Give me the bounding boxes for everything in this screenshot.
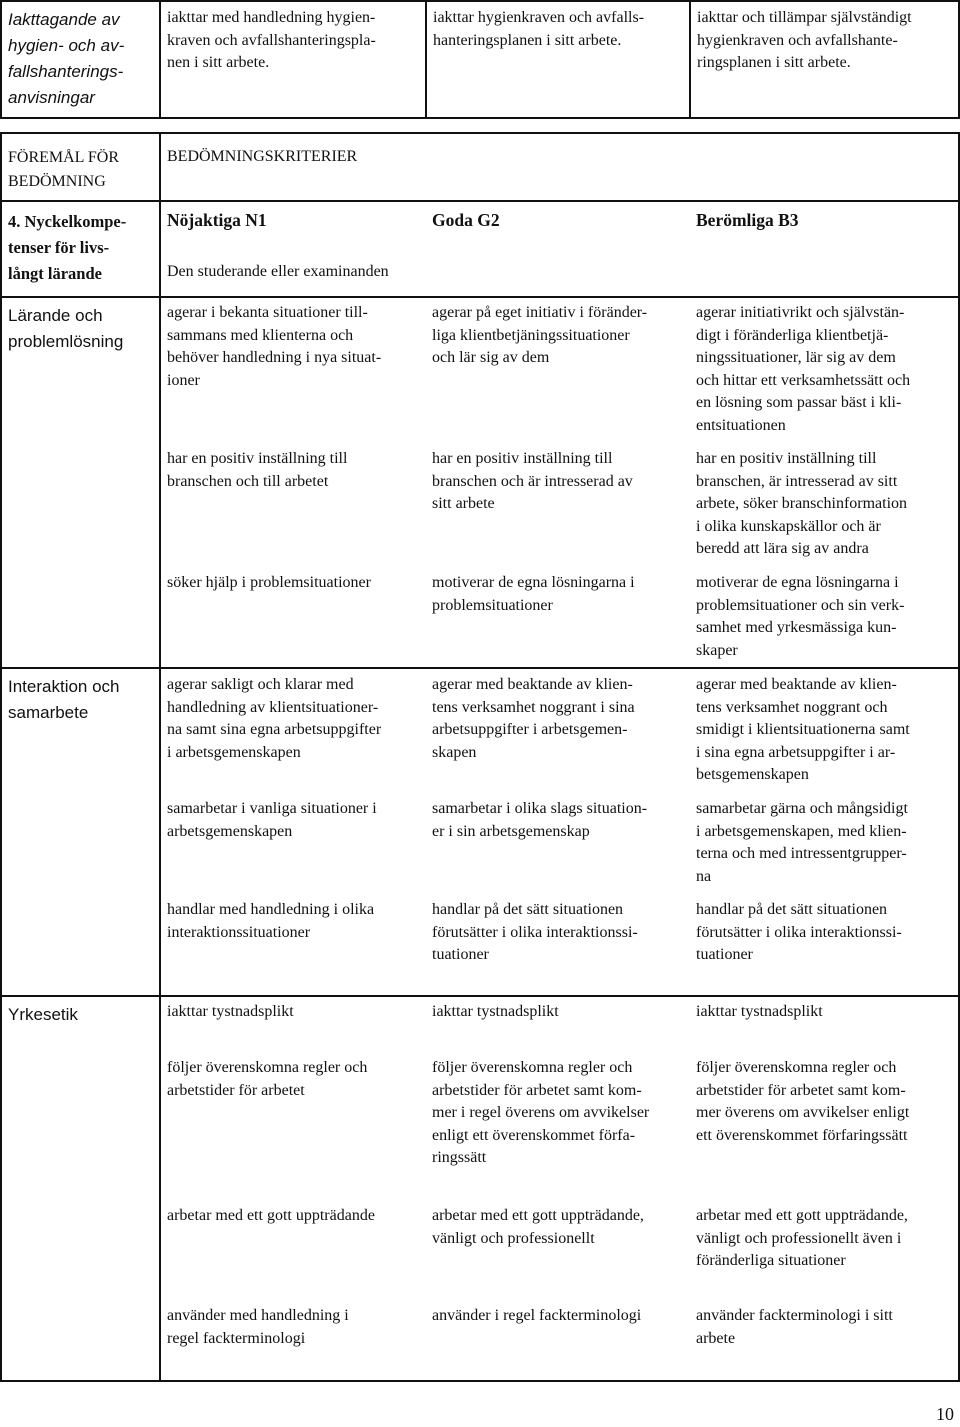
- object-label: FÖREMÅL FÖR BEDÖMNING: [8, 149, 119, 190]
- criterion-b3: iakttar tystnadsplikt: [696, 1003, 823, 1020]
- criterion-g2: iakttar tystnadsplikt: [432, 1003, 559, 1020]
- section-title: 4. Nyckelkompe- tenser för livs- långt lärande: [8, 212, 127, 283]
- criterion-b3: samarbetar gärna och mångsidigt i arbetsgemenskapen, med klien- terna och med intressentgrupper- na: [696, 800, 908, 885]
- level-n1: Nöjaktiga N1: [167, 210, 267, 230]
- criterion-g2: agerar på eget initiativ i föränder- liga klientbetjäningssituationer och lär sig av dem: [432, 304, 648, 366]
- hygiene-label: Iakttagande av hygien- och av- fallshanterings- anvisningar: [8, 10, 125, 107]
- criterion-b3: följer överenskomna regler och arbetstider för arbetet samt kom- mer överens om avvikelser enligt ett överenskommet förfaringssätt: [696, 1059, 910, 1144]
- criterion-n1: har en positiv inställning till branschen och till arbetet: [167, 450, 348, 490]
- section-label-cell: [1, 668, 160, 996]
- criteria-header-cell: [160, 133, 959, 201]
- levels-cell: [160, 201, 959, 297]
- criterion-b3: använder fackterminologi i sitt arbete: [696, 1307, 893, 1347]
- object-header-cell: [1, 133, 160, 201]
- criterion-b3: agerar initiativrikt och självstän- digt i föränderliga klientbetjä- ningssituationer, lär sig av dem och hittar ett verksamhetssätt och en lösning som passar bäst i kli- entsituationen: [696, 304, 911, 434]
- criterion-n1: arbetar med ett gott uppträdande: [167, 1207, 375, 1224]
- hygiene-criteria-table: [0, 0, 960, 119]
- criterion-n1: samarbetar i vanliga situationer i arbetsgemenskapen: [167, 800, 377, 840]
- hygiene-label-cell: [1, 1, 160, 118]
- criterion-n1: söker hjälp i problemsituationer: [167, 574, 371, 591]
- section-label: Yrkesetik: [8, 1005, 78, 1024]
- criterion-n1: agerar sakligt och klarar med handledning av klientsituationer- na samt sina egna arbetsuppgifter i arbetsgemenskapen: [167, 676, 382, 761]
- hygiene-n1-cell: [160, 1, 426, 118]
- criterion-g2: motiverar de egna lösningarna i problemsituationer: [432, 574, 635, 614]
- hygiene-g2-cell: [426, 1, 690, 118]
- section-criteria-cell: [160, 668, 959, 996]
- section-label: Lärande och problemlösning: [8, 306, 124, 351]
- section-title-cell: [1, 201, 160, 297]
- criterion-g2: har en positiv inställning till branschen och är intresserad av sitt arbete: [432, 450, 633, 512]
- criterion-g2: samarbetar i olika slags situation- er i sin arbetsgemenskap: [432, 800, 648, 840]
- section-label-cell: [1, 996, 160, 1381]
- section-criteria-cell: [160, 297, 959, 668]
- criterion-g2: använder i regel fackterminologi: [432, 1307, 642, 1324]
- criterion-g2: arbetar med ett gott uppträdande, vänligt och professionellt: [432, 1207, 644, 1247]
- criterion-g2: agerar med beaktande av klien- tens verksamhet noggrant i sina arbetsuppgifter i arbetsgemen- skapen: [432, 676, 635, 761]
- criterion-n1: handlar med handledning i olika interaktionssituationer: [167, 901, 375, 941]
- level-g2: Goda G2: [432, 210, 500, 230]
- section-label-cell: [1, 297, 160, 668]
- section-criteria-cell: [160, 996, 959, 1381]
- criterion-n1: agerar i bekanta situationer till- sammans med klienterna och behöver handledning i nya situat- ioner: [167, 304, 382, 389]
- criterion-b3: handlar på det sätt situationen förutsätter i olika interaktionssi- tuationer: [696, 901, 902, 963]
- level-b3: Berömliga B3: [696, 210, 799, 230]
- hygiene-b3-text: iakttar och tillämpar självständigt hygienkraven och avfallshante- ringsplanen i sitt arbete.: [697, 9, 912, 71]
- criterion-b3: motiverar de egna lösningarna i problemsituationer och sin verk- samhet med yrkesmässiga kun- skaper: [696, 574, 905, 659]
- criterion-n1: följer överenskomna regler och arbetstider för arbetet: [167, 1059, 368, 1099]
- criterion-b3: agerar med beaktande av klien- tens verksamhet noggrant och smidigt i klientsituationerna samt i sina egna arbetsuppgifter i ar- betsgemenskapen: [696, 676, 910, 783]
- section-label: Interaktion och samarbete: [8, 677, 120, 722]
- criterion-g2: handlar på det sätt situationen förutsätter i olika interaktionssi- tuationer: [432, 901, 638, 963]
- criterion-b3: har en positiv inställning till branschen, är intresserad av sitt arbete, söker branschinformation i olika kunskapskällor och är beredd att lära sig av andra: [696, 450, 908, 557]
- hygiene-b3-cell: [690, 1, 959, 118]
- criteria-label: BEDÖMNINGSKRITERIER: [167, 148, 358, 165]
- criterion-n1: iakttar tystnadsplikt: [167, 1003, 294, 1020]
- criterion-g2: följer överenskomna regler och arbetstider för arbetet samt kom- mer i regel överens om avvikelser enligt ett överenskommet förfa- ringssätt: [432, 1059, 650, 1166]
- subject-line: Den studerande eller examinanden: [167, 263, 389, 280]
- hygiene-g2-text: iakttar hygienkraven och avfalls- hanteringsplanen i sitt arbete.: [433, 9, 645, 49]
- hygiene-n1-text: iakttar med handledning hygien- kraven och avfallshanteringspla- nen i sitt arbete.: [167, 9, 376, 71]
- key-competences-table: [0, 132, 960, 1382]
- criterion-b3: arbetar med ett gott uppträdande, vänligt och professionellt även i föränderliga situationer: [696, 1207, 908, 1269]
- criterion-n1: använder med handledning i regel fackterminologi: [167, 1307, 349, 1347]
- page-number: 10: [936, 1404, 954, 1424]
